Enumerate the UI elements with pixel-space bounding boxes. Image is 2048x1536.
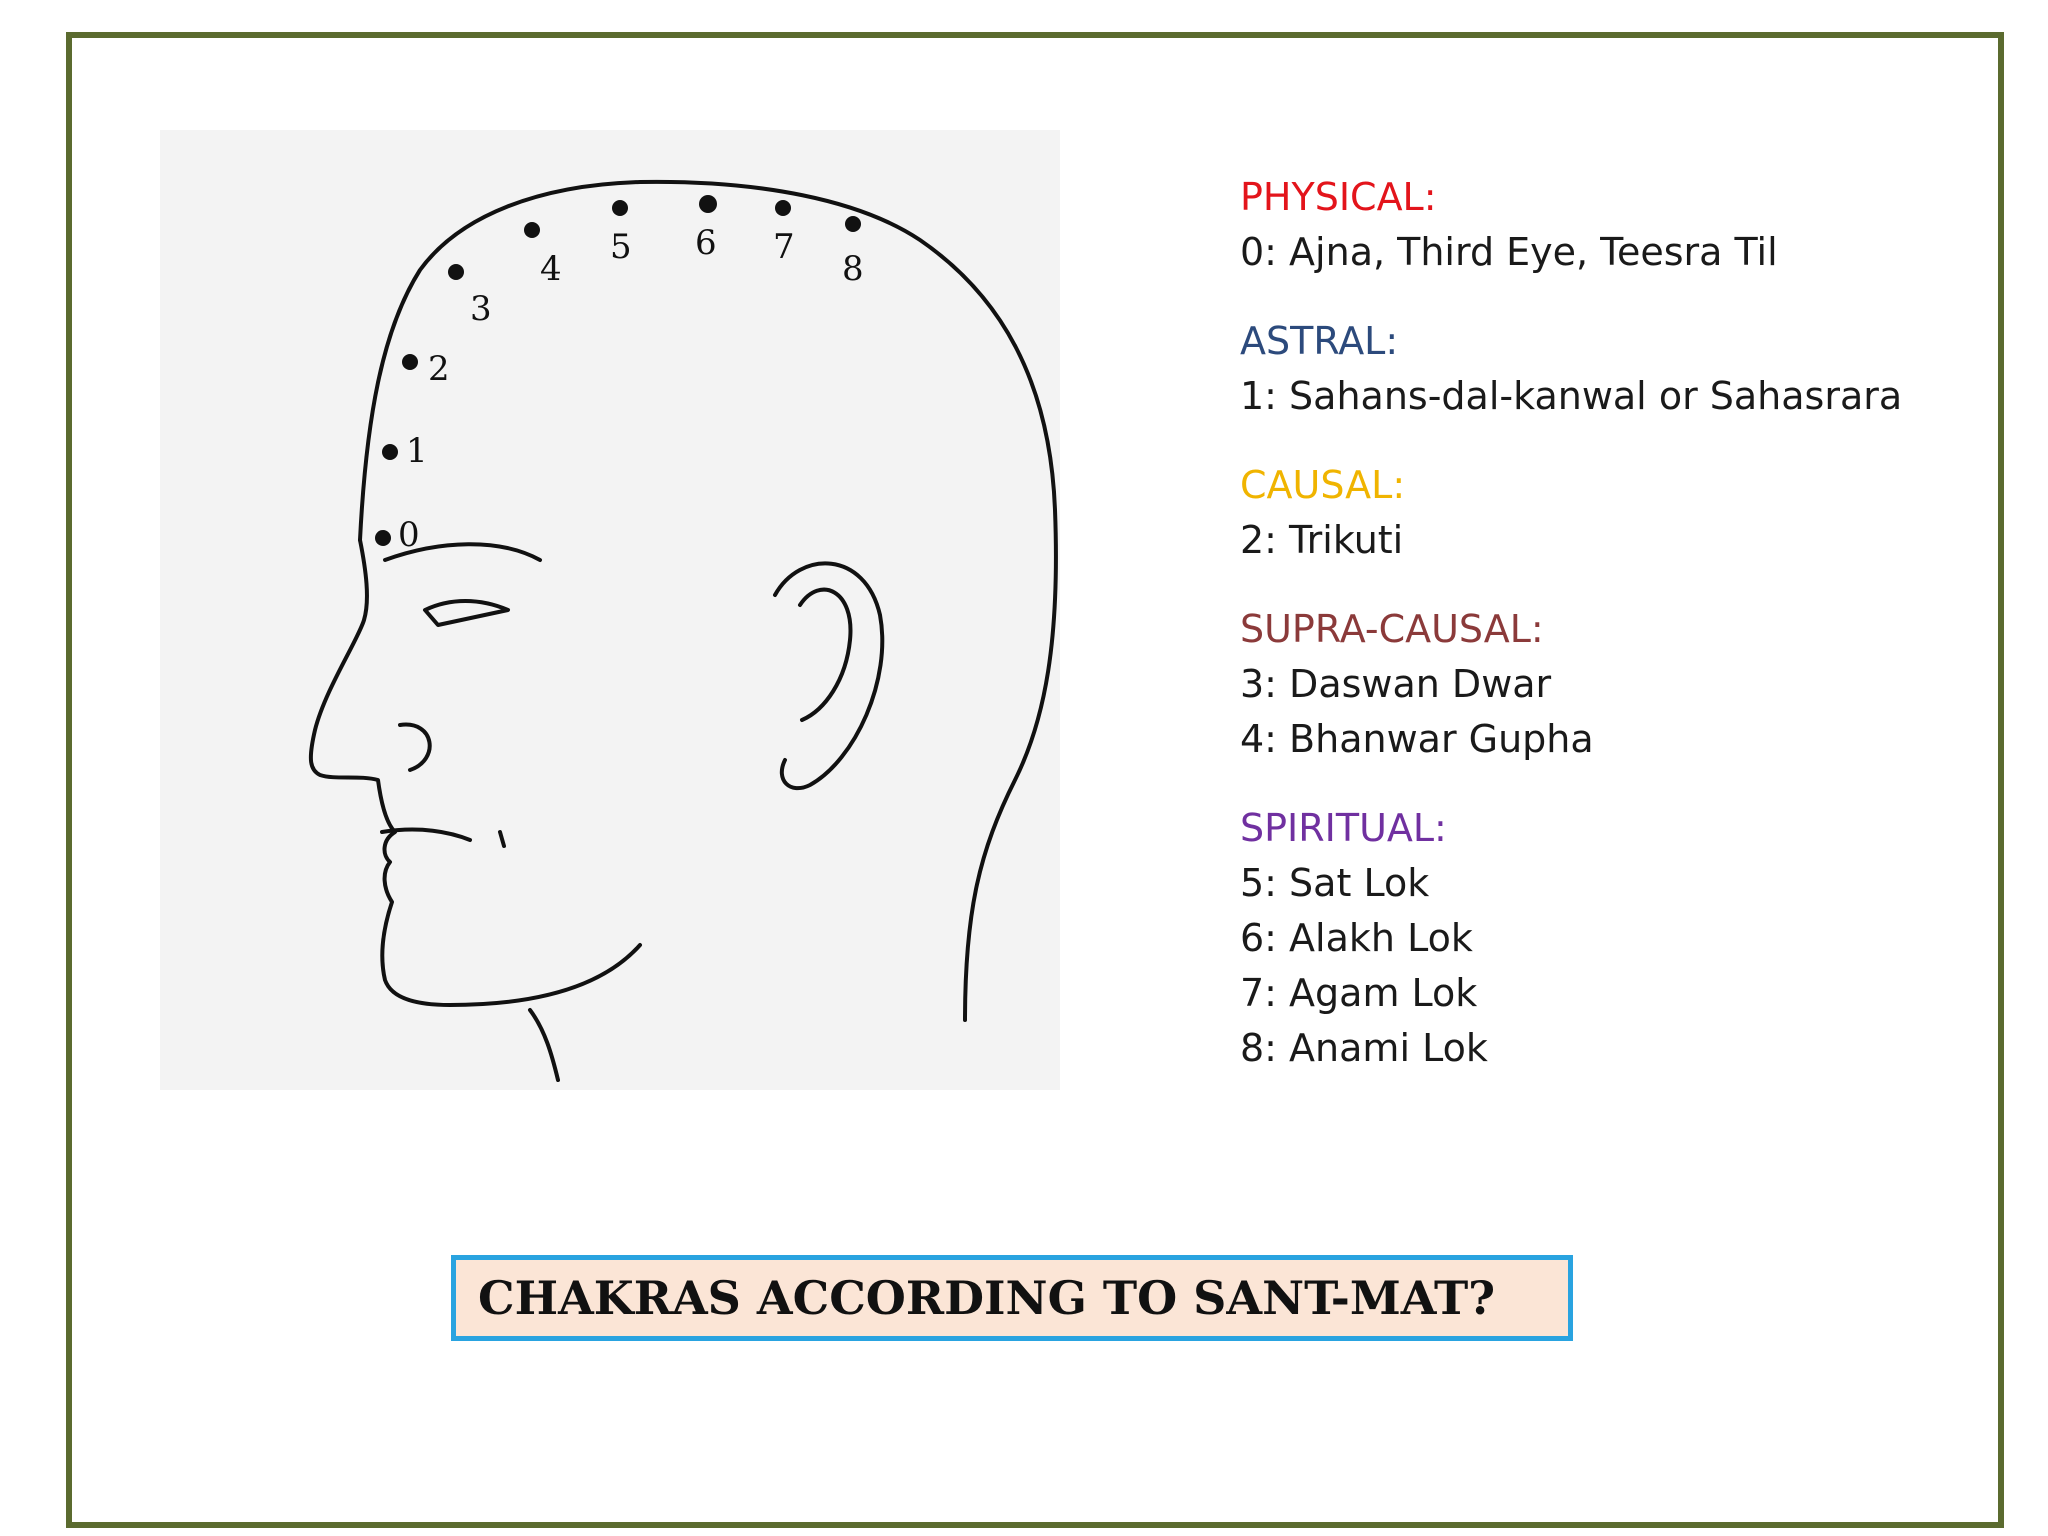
chakra-label-3: 3	[470, 289, 492, 329]
legend-heading-physical: PHYSICAL:	[1240, 175, 1437, 219]
chakra-label-0: 0	[398, 515, 420, 555]
legend-item: 4: Bhanwar Gupha	[1240, 717, 1594, 761]
chakra-point-2	[402, 354, 418, 370]
legend-item: 0: Ajna, Third Eye, Teesra Til	[1240, 230, 1778, 274]
legend-item: 7: Agam Lok	[1240, 971, 1478, 1015]
legend-group-causal	[1240, 458, 2000, 568]
chakra-point-1	[382, 444, 398, 460]
legend-item: 8: Anami Lok	[1240, 1026, 1488, 1070]
chakra-label-4: 4	[540, 249, 562, 289]
chakra-point-4	[524, 222, 540, 238]
chakra-point-5	[612, 200, 628, 216]
legend-heading-supra-causal: SUPRA-CAUSAL:	[1240, 607, 1544, 651]
chakra-label-1: 1	[406, 431, 428, 471]
legend-item: 1: Sahans-dal-kanwal or Sahasrara	[1240, 374, 1903, 418]
slide-title: CHAKRAS ACCORDING TO SANT-MAT?	[478, 1271, 1496, 1325]
legend-item: 3: Daswan Dwar	[1240, 662, 1552, 706]
title-box	[451, 1255, 1573, 1341]
legend-group-physical	[1240, 170, 2000, 280]
legend-group-supra-causal	[1240, 602, 2000, 767]
legend-group-astral	[1240, 314, 2000, 424]
chakra-label-7: 7	[773, 227, 795, 267]
chakra-label-6: 6	[695, 223, 717, 263]
chakra-point-7	[775, 200, 791, 216]
chakra-legend	[1240, 170, 2000, 1110]
legend-heading-spiritual: SPIRITUAL:	[1240, 806, 1447, 850]
chakra-point-3	[448, 264, 464, 280]
legend-item: 2: Trikuti	[1240, 518, 1404, 562]
chakra-point-0	[375, 530, 391, 546]
chakra-label-8: 8	[842, 249, 864, 289]
legend-item: 6: Alakh Lok	[1240, 916, 1473, 960]
chakra-label-5: 5	[610, 227, 632, 267]
legend-heading-astral: ASTRAL:	[1240, 319, 1399, 363]
chakra-label-2: 2	[428, 349, 450, 389]
head-profile-illustration	[120, 120, 1120, 1100]
illustration-background	[160, 130, 1060, 1090]
chakra-point-8	[845, 216, 861, 232]
legend-heading-causal: CAUSAL:	[1240, 463, 1406, 507]
chakra-point-6	[699, 195, 717, 213]
legend-item: 5: Sat Lok	[1240, 861, 1430, 905]
legend-group-spiritual	[1240, 801, 2000, 1076]
